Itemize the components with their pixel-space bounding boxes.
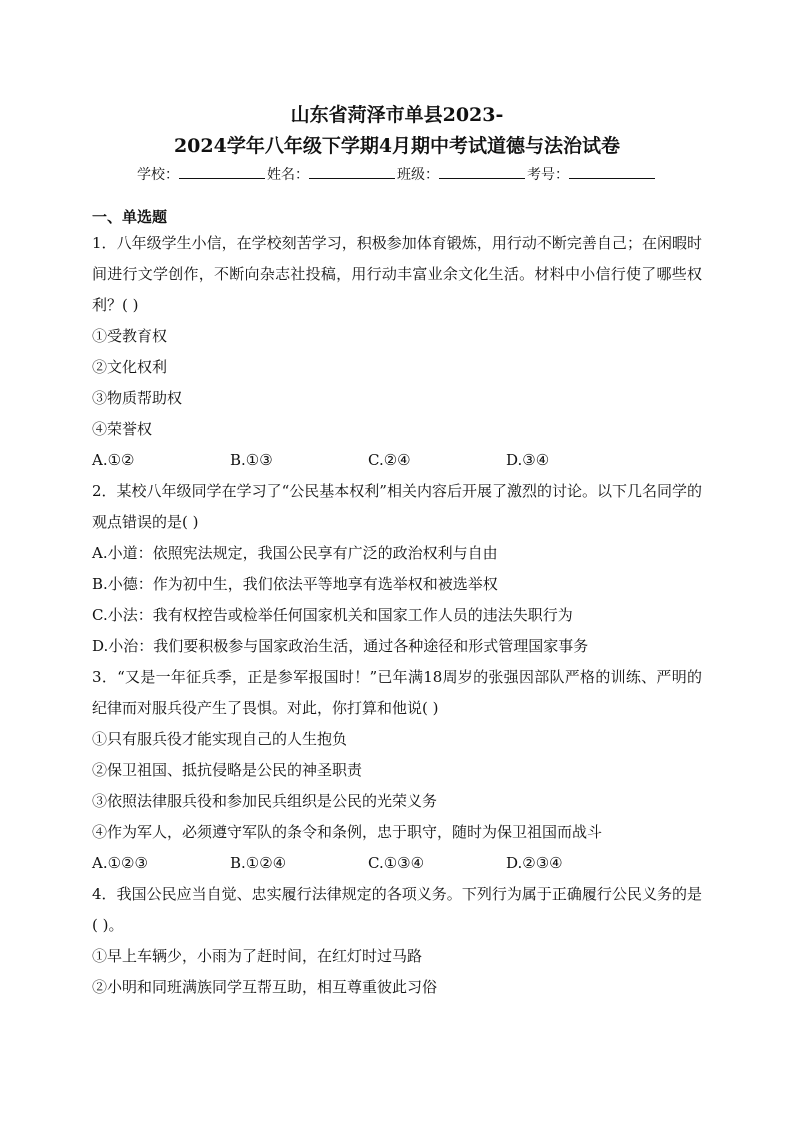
title-line-2: 2024学年八年级下学期4月期中考试道德与法治试卷 xyxy=(173,135,621,157)
choice-d[interactable]: D.③④ xyxy=(506,451,550,469)
statement-item: ④荣誉权 xyxy=(92,420,153,438)
school-label: 学校： xyxy=(137,167,179,183)
question-stem: 4．我国公民应当自觉、忠实履行法律规定的各项义务。下列行为属于正确履行公民义务的是( )。 xyxy=(92,885,702,934)
question-stem: 3．“又是一年征兵季，正是参军报国时！”已年满18周岁的张强因部队严格的训练、严明的纪律而对服兵役产生了畏惧。对此，你打算和他说( ) xyxy=(92,668,702,717)
statement-item: ④作为军人，必须遵守军队的条令和条例，忠于职守，随时为保卫祖国而战斗 xyxy=(92,823,603,841)
statement-item: ③依照法律服兵役和参加民兵组织是公民的光荣义务 xyxy=(92,792,438,810)
exam-title xyxy=(92,100,702,162)
statement-item: ②文化权利 xyxy=(92,358,168,376)
answer-choices xyxy=(92,848,702,879)
student-info-row xyxy=(92,164,702,188)
statement-item: ②保卫祖国、抵抗侵略是公民的神圣职责 xyxy=(92,761,363,779)
question-stem: 1．八年级学生小信，在学校刻苦学习，积极参加体育锻炼，用行动不断完善自己；在闲暇时间进行文学创作，不断向杂志社投稿，用行动丰富业余文化生活。材料中小信行使了哪些权利？( ) xyxy=(92,234,702,314)
class-blank[interactable] xyxy=(439,164,525,179)
choice-a[interactable]: A.①②③ xyxy=(92,854,148,872)
name-field xyxy=(267,164,397,184)
choice-b[interactable]: B.①③ xyxy=(230,451,273,469)
choice-d[interactable]: D.②③④ xyxy=(506,854,563,872)
choice-b[interactable]: B.小德：作为初中生，我们依法平等地享有选举权和被选举权 xyxy=(92,575,498,593)
name-label: 姓名： xyxy=(267,167,309,183)
statement-item: ①只有服兵役才能实现自己的人生抱负 xyxy=(92,730,348,748)
class-field xyxy=(397,164,527,184)
statement-item: ③物质帮助权 xyxy=(92,389,183,407)
exam-number-field xyxy=(527,164,657,184)
exam-number-blank[interactable] xyxy=(569,164,655,179)
statement-item: ②小明和同班满族同学互帮互助，相互尊重彼此习俗 xyxy=(92,978,438,996)
name-blank[interactable] xyxy=(309,164,395,179)
question-3 xyxy=(92,662,702,879)
statement-item: ①早上车辆少，小雨为了赶时间，在红灯时过马路 xyxy=(92,947,423,965)
question-2 xyxy=(92,476,702,662)
choice-d[interactable]: D.小治：我们要积极参与国家政治生活，通过各种途径和形式管理国家事务 xyxy=(92,637,589,655)
class-label: 班级： xyxy=(397,167,439,183)
choice-b[interactable]: B.①②④ xyxy=(230,854,287,872)
question-4 xyxy=(92,879,702,1003)
choice-c[interactable]: C.①③④ xyxy=(368,854,425,872)
statement-item: ①受教育权 xyxy=(92,327,168,345)
choice-c[interactable]: C.小法：我有权控告或检举任何国家机关和国家工作人员的违法失职行为 xyxy=(92,606,573,624)
choice-a[interactable]: A.小道：依照宪法规定，我国公民享有广泛的政治权利与自由 xyxy=(92,544,498,562)
title-line-1: 山东省菏泽市单县2023- xyxy=(290,104,504,126)
school-field xyxy=(137,164,267,184)
school-blank[interactable] xyxy=(179,164,265,179)
exam-number-label: 考号： xyxy=(527,167,569,183)
answer-choices xyxy=(92,445,702,476)
choice-c[interactable]: C.②④ xyxy=(368,451,411,469)
section-heading: 一、单选题 xyxy=(92,208,168,226)
choice-a[interactable]: A.①② xyxy=(92,451,135,469)
question-stem: 2．某校八年级同学在学习了“公民基本权利”相关内容后开展了激烈的讨论。以下几名同学的观点错误的是( ) xyxy=(92,482,702,531)
question-1 xyxy=(92,228,702,476)
